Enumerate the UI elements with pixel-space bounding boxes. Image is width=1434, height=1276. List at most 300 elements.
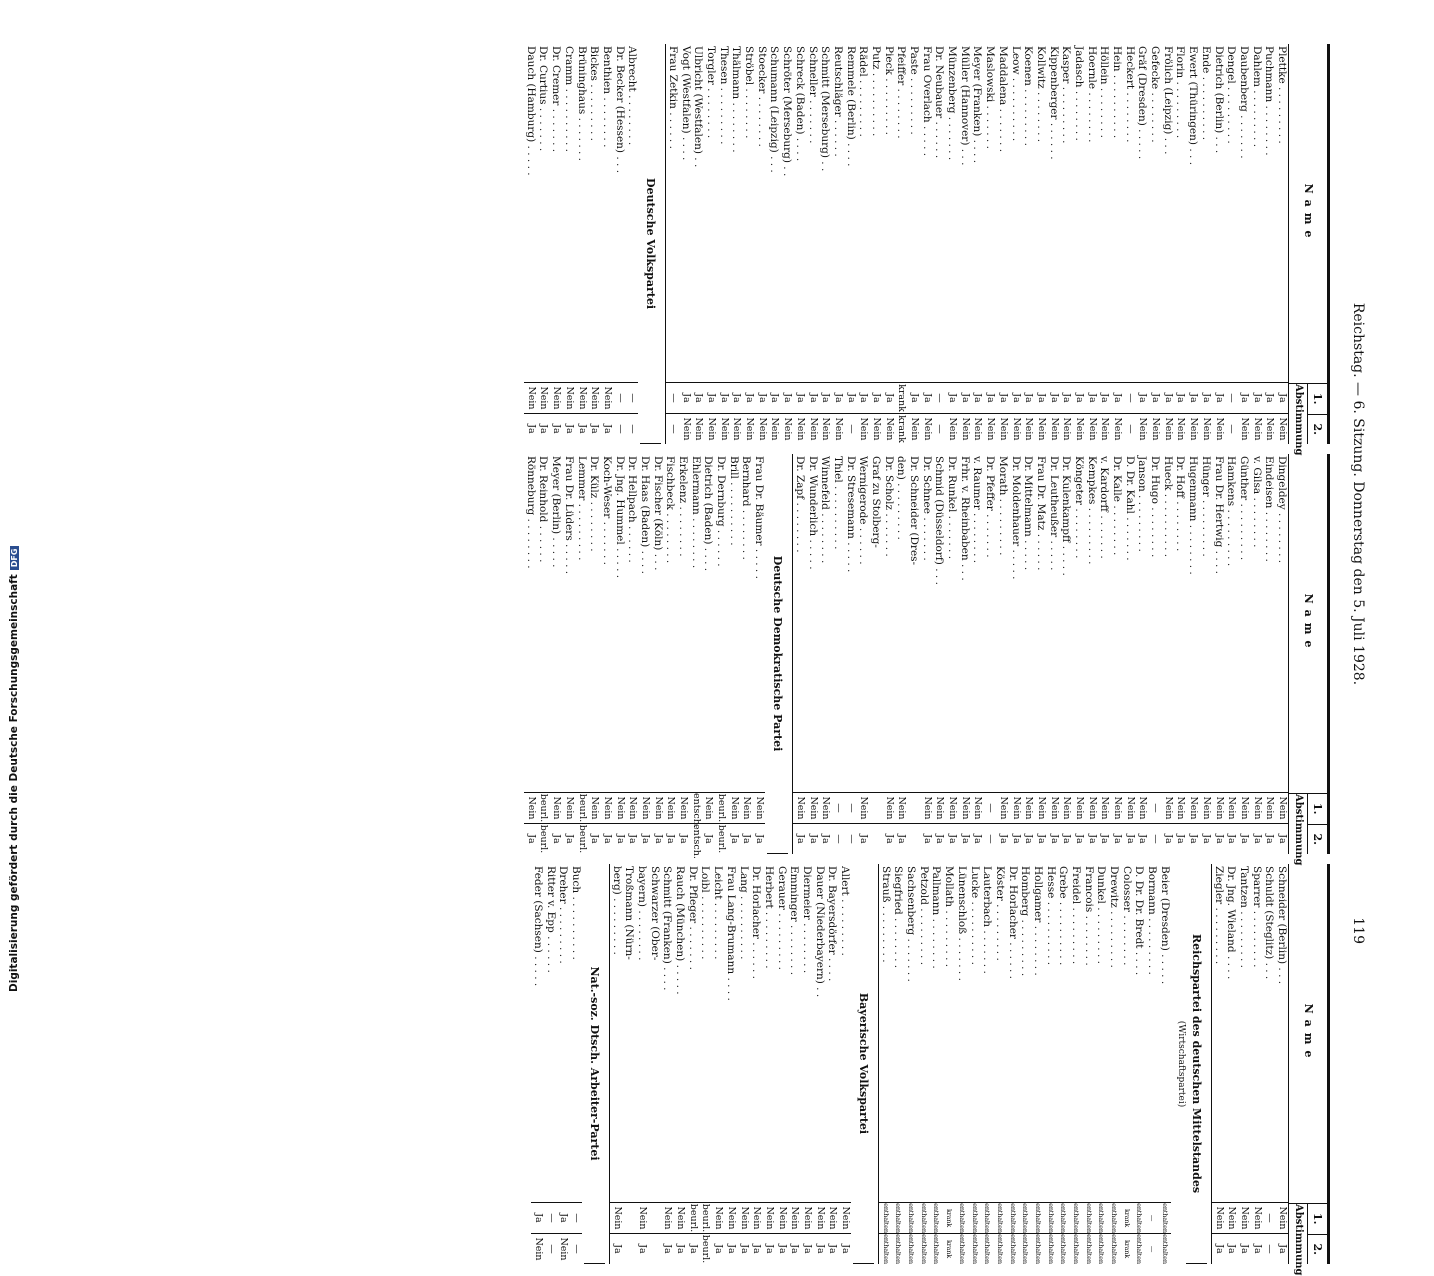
vote-1 <box>648 1203 661 1234</box>
vote-1: Nein <box>1212 793 1225 824</box>
member-name: Sparrer . . . . . . . . . <box>1250 864 1263 1203</box>
vote-1: Ja <box>920 383 933 414</box>
vote-1: Ja <box>1085 383 1098 414</box>
member-name: Dr. Hugo . . . . . . . . <box>1148 454 1161 793</box>
table-row <box>904 864 917 1264</box>
party-name: Reichspartei des deutschen Mittelstandes <box>1186 864 1207 1264</box>
member-name: Plettke . . . . . . . . . <box>1275 44 1288 383</box>
vote-2: Ja <box>959 834 971 844</box>
vote-2: Ja <box>1226 834 1238 844</box>
vote-1: Nein <box>1161 793 1174 824</box>
header-vote-label: Abstimmung <box>1293 1204 1304 1276</box>
vote-1: Nein <box>626 793 639 824</box>
funding-caption <box>8 546 20 992</box>
member-name: Schmid (Düsseldorf) . . . <box>933 454 946 793</box>
vote-2: Ja <box>858 834 870 844</box>
table-row <box>702 454 715 854</box>
vote-1: enthalten <box>1107 1203 1120 1234</box>
table-row <box>613 44 626 444</box>
table-row <box>993 864 1006 1264</box>
table-row <box>958 454 971 854</box>
party-heading <box>582 864 610 1264</box>
member-name: Dr. Kulenkampff . . . . . <box>1060 454 1073 793</box>
vote-2 <box>648 1234 661 1264</box>
party-block <box>793 454 1288 854</box>
member-name: Koch-Weser . . . . . . . <box>600 454 613 793</box>
member-name: Dr. Neubauer . . . . . . <box>933 44 946 383</box>
vote-1: Ja <box>844 383 857 414</box>
vote-1: beurl. <box>700 1203 712 1233</box>
table-row <box>610 864 623 1264</box>
table-column <box>524 44 1330 456</box>
vote-1: Ja <box>819 383 832 414</box>
table-row <box>1072 454 1085 854</box>
table-row <box>984 44 997 444</box>
member-name: Ströbel . . . . . . . . <box>742 44 755 383</box>
vote-1: Nein <box>727 793 740 824</box>
table-row <box>544 864 557 1264</box>
table-row <box>717 44 730 444</box>
table-row <box>968 864 981 1264</box>
vote-2: Ja <box>1137 834 1149 844</box>
vote-1: Nein <box>996 793 1009 824</box>
vote-1: Nein <box>610 1203 623 1234</box>
vote-2: Ja <box>525 834 537 844</box>
vote-2: Ja <box>947 834 959 844</box>
vote-1: Nein <box>800 1203 813 1234</box>
member-name: Hein . . . . . . . . . . <box>1110 44 1123 383</box>
vote-1: Ja <box>971 383 984 414</box>
vote-1: Nein <box>1225 793 1238 824</box>
vote-2: Ja <box>601 834 613 844</box>
member-name: Dauch (Hamburg) . . . . . <box>524 44 537 383</box>
table-row <box>895 44 908 444</box>
member-name: Dr. Kalle . . . . . . . . <box>1110 454 1123 793</box>
vote-1: — <box>613 383 626 414</box>
vote-2: Nein <box>744 417 756 441</box>
vote-2: Ja <box>840 1244 852 1254</box>
vote-2: krank <box>945 1239 954 1259</box>
member-name: Freidel . . . . . . . . . <box>1069 864 1082 1203</box>
member-name: Dr. Jng. Hummel . . . . . <box>613 454 626 793</box>
table-row <box>1237 454 1250 854</box>
page-number: 119 <box>1350 917 1366 944</box>
member-name: den) . . . . . . . . . <box>895 454 908 793</box>
table-row <box>550 454 563 854</box>
vote-1: Ja <box>1212 383 1225 414</box>
member-name: Dr. Horlacher . . . . . . <box>750 864 763 1203</box>
header-name: Name <box>1289 44 1327 384</box>
table-row <box>1069 864 1082 1264</box>
vote-1: Nein <box>673 1203 686 1234</box>
table-row <box>692 44 705 444</box>
vote-2: Nein <box>1048 417 1060 441</box>
vote-1: Nein <box>933 793 946 824</box>
member-name: berg) . . . . . . . . . <box>610 864 623 1203</box>
vote-1: Nein <box>1199 793 1212 824</box>
table-row <box>907 454 920 854</box>
member-name: Dr. Reinhold . . . . . . <box>537 454 550 793</box>
table-row <box>945 454 958 854</box>
table-row <box>755 44 768 444</box>
vote-1: Ja <box>996 383 1009 414</box>
vote-1: Ja <box>1034 383 1047 414</box>
vote-1: Nein <box>1022 793 1035 824</box>
vote-2: Ja <box>687 1244 699 1254</box>
vote-2: enthalten <box>1160 1234 1169 1264</box>
member-name: Gräf (Dresden) . . . . . <box>1136 44 1149 383</box>
vote-2: Ja <box>1213 834 1225 844</box>
vote-2: Ja <box>896 834 908 844</box>
member-name: v. Kardorff . . . . . . . <box>1098 454 1111 793</box>
table-row <box>1225 454 1238 854</box>
member-name: Dingeldey . . . . . . . . <box>1275 454 1288 793</box>
vote-2: krank <box>1122 1239 1131 1259</box>
member-name: Dahlem . . . . . . . . . <box>1250 44 1263 383</box>
table-row <box>666 44 679 444</box>
vote-1: Ja <box>793 383 806 414</box>
table-row <box>1136 454 1149 854</box>
member-name: Rönneburg . . . . . . . . <box>524 454 537 793</box>
member-name: Brill . . . . . . . . . . <box>727 454 740 793</box>
table-row <box>920 454 933 854</box>
vote-1: Nein <box>1072 793 1085 824</box>
vote-1: enthalten <box>917 1203 930 1234</box>
member-name: Brüninghaus . . . . . . . <box>575 44 588 383</box>
vote-1: Nein <box>664 793 677 824</box>
member-name: Schwarzer (Ober- <box>648 864 661 1203</box>
vote-2: Ja <box>576 424 588 434</box>
party-subtitle: (Wirtschaftspartei) <box>1175 1020 1186 1108</box>
vote-2: Ja <box>883 834 895 844</box>
table-row <box>1237 864 1250 1264</box>
table-row <box>562 44 575 444</box>
table-row <box>537 454 550 854</box>
table-row <box>676 454 689 854</box>
party-block <box>531 864 610 1264</box>
member-name: Diermeier . . . . . . . . <box>800 864 813 1203</box>
vote-1: Ja <box>907 383 920 414</box>
table-row <box>920 44 933 444</box>
table-row <box>1060 44 1073 444</box>
table-row <box>1060 454 1073 854</box>
member-name: Heckert . . . . . . . . <box>1123 44 1136 383</box>
table-row <box>1006 864 1019 1264</box>
table-row <box>981 864 994 1264</box>
vote-1: Nein <box>1263 793 1276 824</box>
member-name: Schuldt (Steglitz) . . . <box>1263 864 1276 1203</box>
table-row <box>1120 864 1133 1264</box>
vote-1: Nein <box>1136 793 1149 824</box>
member-name: Rädel . . . . . . . . . <box>857 44 870 383</box>
vote-2: Nein <box>997 417 1009 441</box>
vote-1: Ja <box>1136 383 1149 414</box>
vote-2: Ja <box>1074 834 1085 844</box>
table-row <box>844 44 857 444</box>
vote-2: Ja <box>1226 1244 1238 1254</box>
vote-1: krank <box>1120 1203 1133 1234</box>
table-row <box>806 44 819 444</box>
member-name: v. Raumer . . . . . . . . <box>971 454 984 793</box>
table-row <box>1263 864 1276 1264</box>
vote-1: enthalten <box>1031 1203 1044 1234</box>
member-name: Lünenschloß . . . . . . . <box>955 864 968 1203</box>
header-name: Name <box>1289 864 1327 1204</box>
table-row <box>557 864 570 1264</box>
member-name: Thesen . . . . . . . . . <box>717 44 730 383</box>
vote-2: Ja <box>1162 834 1174 844</box>
vote-2: Ja <box>807 834 819 844</box>
vote-2: Ja <box>627 834 639 844</box>
member-name: Frau Zetkin . . . . . . <box>666 44 679 383</box>
table-row <box>524 454 537 854</box>
vote-2: Ja <box>820 834 832 844</box>
vote-1: Ja <box>1174 383 1187 414</box>
vote-2: — <box>614 424 626 434</box>
table-row <box>1187 44 1200 444</box>
vote-1: Ja <box>945 383 958 414</box>
vote-1: Nein <box>638 793 651 824</box>
table-row <box>882 454 895 854</box>
vote-2: enthalten <box>1097 1234 1106 1264</box>
header-vote <box>1289 1204 1327 1276</box>
vote-1: Nein <box>1212 1203 1225 1234</box>
table-row <box>971 44 984 444</box>
member-name: Erkelenz . . . . . . . . <box>676 454 689 793</box>
table-row <box>1161 454 1174 854</box>
member-name: Dr. Schneider (Dres- <box>907 454 920 793</box>
vote-2: Ja <box>1251 1244 1263 1254</box>
vote-1: Nein <box>537 383 550 414</box>
vote-1: Nein <box>550 793 563 824</box>
vote-1: Nein <box>600 793 613 824</box>
party-name: Nat.-soz. Dtsch. Arbeiter-Partei <box>584 864 605 1264</box>
table-row <box>1034 454 1047 854</box>
member-name: Frau Dr. Bäumer . . . . . <box>753 454 766 793</box>
vote-1: Nein <box>1060 793 1073 824</box>
table-row <box>762 864 775 1264</box>
table-row <box>1275 864 1288 1264</box>
member-name: Lang . . . . . . . . . . <box>737 864 750 1203</box>
vote-1: Ja <box>1047 383 1060 414</box>
column-header <box>1288 44 1330 456</box>
member-name: Buch . . . . . . . . . . <box>569 864 582 1203</box>
table-row <box>1123 454 1136 854</box>
vote-1: enthalten <box>955 1203 968 1234</box>
table-row <box>1263 454 1276 854</box>
vote-2: Ja <box>678 834 690 844</box>
vote-2: Ja <box>1112 834 1124 844</box>
member-name: Maddalena . . . . . . . <box>996 44 1009 383</box>
vote-1: Nein <box>676 793 689 824</box>
vote-1: Ja <box>531 1203 544 1234</box>
vote-2: Ja <box>1048 834 1060 844</box>
vote-1: Nein <box>635 1203 648 1234</box>
vote-2: krank <box>896 415 908 443</box>
member-name: Schröter (Merseburg) . . <box>781 44 794 383</box>
vote-2: Nein <box>1251 417 1263 441</box>
vote-2: Ja <box>728 834 740 844</box>
vote-2: Nein <box>1277 417 1288 441</box>
vote-1: beurl. <box>687 1203 699 1233</box>
table-row <box>575 454 588 854</box>
table-row <box>588 454 601 854</box>
table-row <box>943 864 956 1264</box>
member-name: Leow . . . . . . . . . . <box>1009 44 1022 383</box>
table-row <box>742 44 755 444</box>
vote-1: Nein <box>600 383 613 414</box>
vote-2: Ja <box>1061 834 1073 844</box>
table-row <box>879 864 892 1264</box>
vote-1: Nein <box>1009 793 1022 824</box>
member-name: Dr. Hellpach . . . . . . <box>626 454 639 793</box>
table-row <box>819 44 832 444</box>
member-name: Colosser . . . . . . . . <box>1120 864 1133 1203</box>
member-name: Dr. Schnee . . . . . . . <box>920 454 933 793</box>
member-name: Vogt (Westfalen) . . . . <box>679 44 692 383</box>
vote-1: enthalten <box>1069 1203 1082 1234</box>
vote-2: — <box>985 834 997 844</box>
vote-1: Nein <box>1174 793 1187 824</box>
vote-1: Nein <box>775 1203 788 1234</box>
vote-1: Nein <box>1237 793 1250 824</box>
vote-2: Ja <box>640 834 651 844</box>
vote-1: — <box>1148 793 1161 824</box>
vote-1: Ja <box>1060 383 1073 414</box>
vote-2: Ja <box>1035 834 1047 844</box>
table-row <box>1250 44 1263 444</box>
header-vote-numbers <box>1307 384 1327 444</box>
table-row <box>1212 864 1225 1264</box>
vote-1: Ja <box>1148 383 1161 414</box>
member-name: D. Dr. Dr. Bredt . . . . <box>1133 864 1146 1203</box>
table-row <box>626 44 639 444</box>
party-name: Deutsche Volkspartei <box>640 44 661 444</box>
dfg-logo: DFG <box>10 546 19 571</box>
vote-1: Nein <box>1237 1203 1250 1234</box>
vote-2: Ja <box>589 424 601 434</box>
member-name: Dr. Curtius . . . . . . . <box>537 44 550 383</box>
funding-text: Digitalisierung gefördert durch die Deutsche Forschungsgemeinschaft <box>8 574 20 992</box>
party-block <box>879 864 1212 1264</box>
vote-2: enthalten <box>1021 1234 1030 1264</box>
table-row <box>679 44 692 444</box>
vote-2: enthalten <box>1084 1234 1093 1264</box>
member-name: Hoernle . . . . . . . . <box>1085 44 1098 383</box>
vote-2: enthalten <box>881 1234 890 1264</box>
header-vote-1: 1. <box>1308 384 1327 415</box>
table-column <box>524 454 1330 866</box>
vote-1: Nein <box>613 793 626 824</box>
table-row <box>895 454 908 854</box>
member-name: Lauterbach . . . . . . . <box>981 864 994 1203</box>
vote-1: Ja <box>742 383 755 414</box>
vote-1: Nein <box>788 1203 801 1234</box>
member-name: Meyer (Berlin) . . . . . <box>550 454 563 793</box>
vote-2: beurl. <box>576 824 588 854</box>
table-row <box>689 454 702 859</box>
vote-1: Nein <box>588 793 601 824</box>
member-name: Grebe . . . . . . . . . . <box>1057 864 1070 1203</box>
table-row <box>740 454 753 854</box>
table-row <box>831 454 844 854</box>
table-row <box>1098 44 1111 444</box>
vote-2: Ja <box>1175 834 1187 844</box>
member-name: Lemmer . . . . . . . . . <box>575 454 588 793</box>
member-name: Ulbricht (Westfalen) . . <box>692 44 705 383</box>
member-name: Emminger . . . . . . . . <box>788 864 801 1203</box>
member-name: Frau Overlach . . . . . <box>920 44 933 383</box>
vote-2: Nein <box>1162 417 1174 441</box>
vote-2: — <box>627 424 639 434</box>
vote-1: Nein <box>1225 1203 1238 1234</box>
member-name: Ehlermann . . . . . . . . <box>689 454 702 793</box>
vote-2: Ja <box>1200 834 1212 844</box>
member-name: Frölich (Leipzig) . . . <box>1161 44 1174 383</box>
table-row <box>1174 454 1187 854</box>
table-row <box>869 44 882 444</box>
member-name: Dr. Zapf . . . . . . . . <box>793 454 806 793</box>
member-name: Lucke . . . . . . . . . . <box>968 864 981 1203</box>
table-row <box>626 454 639 854</box>
member-name: Troßmann (Nürn- <box>623 864 636 1203</box>
member-name: Pallmann . . . . . . . . <box>930 864 943 1203</box>
vote-2: Ja <box>538 424 550 434</box>
table-row <box>1275 44 1288 444</box>
header-vote-numbers <box>1307 794 1327 854</box>
member-name: Homberg . . . . . . . . . <box>1019 864 1032 1203</box>
vote-2: Nein <box>972 417 984 441</box>
table-row <box>1072 44 1085 444</box>
vote-1: Ja <box>984 383 997 414</box>
vote-1: Ja <box>692 383 705 414</box>
vote-2: Nein <box>782 417 794 441</box>
table-row <box>1085 44 1098 444</box>
vote-1: Nein <box>562 383 575 414</box>
table-row <box>996 454 1009 854</box>
vote-2: Nein <box>1238 417 1250 441</box>
running-header <box>1340 84 1368 944</box>
vote-1: — <box>569 1203 582 1234</box>
member-name: Eindeisen . . . . . . . . <box>1263 454 1276 793</box>
member-name: Daubenberg . . . . . . . <box>1237 44 1250 383</box>
vote-2: enthalten <box>919 1234 928 1264</box>
vote-1: Nein <box>971 793 984 824</box>
member-name: Bernhard . . . . . . . . <box>740 454 753 793</box>
vote-2: Nein <box>1200 417 1212 441</box>
vote-1: enthalten <box>993 1203 1006 1234</box>
vote-2: Nein <box>1112 417 1124 441</box>
vote-2: Nein <box>947 417 959 441</box>
member-name: Winnefeld . . . . . . . . <box>819 454 832 793</box>
table-row <box>892 864 905 1264</box>
member-name: Dr. Fischer (Köln) . . . <box>651 454 664 793</box>
member-name: v. Gilsa . . . . . . . . <box>1250 454 1263 793</box>
member-name: Frhr. v. Rheinbaben . . . <box>958 454 971 793</box>
vote-1: Nein <box>1250 793 1263 824</box>
table-row <box>638 454 651 854</box>
table-row <box>838 864 851 1264</box>
member-name: Bickes . . . . . . . . . <box>588 44 601 383</box>
vote-2: enthalten <box>894 1234 903 1264</box>
vote-2: Ja <box>1213 1244 1225 1254</box>
vote-2: Ja <box>751 1244 763 1254</box>
table-row <box>750 864 763 1264</box>
vote-1: Nein <box>793 793 806 824</box>
table-row <box>793 454 806 854</box>
table-row <box>686 864 699 1264</box>
member-name: Bormann . . . . . . . . . <box>1146 864 1159 1203</box>
